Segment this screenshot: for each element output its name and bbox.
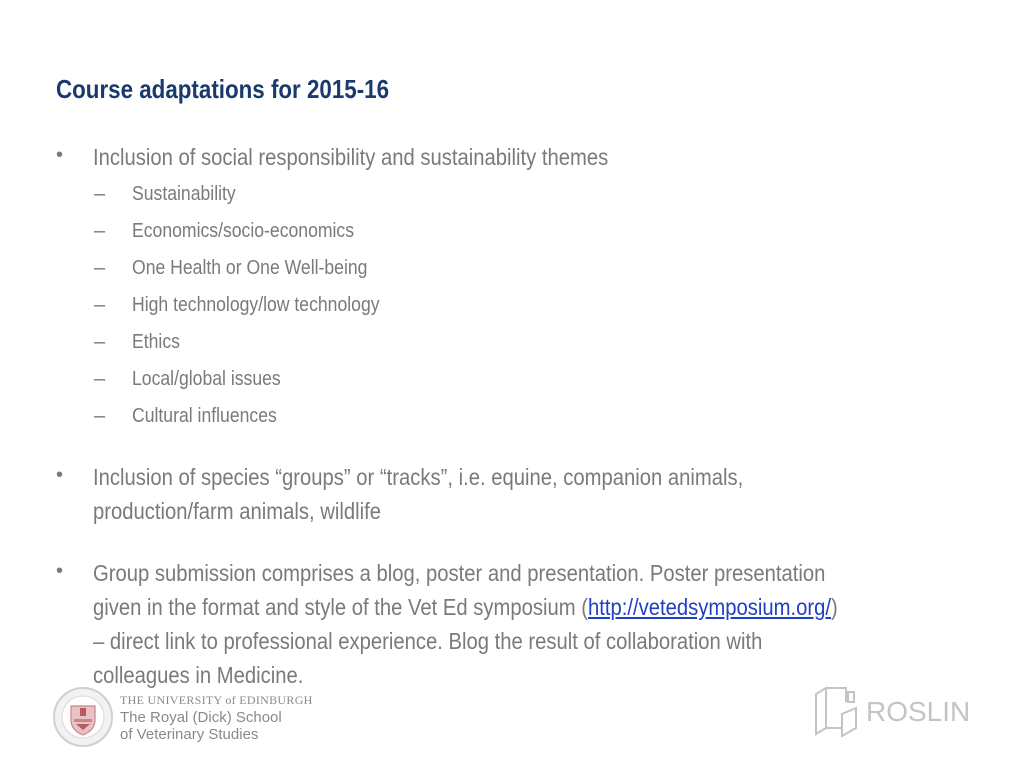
roslin-logo (812, 684, 970, 740)
bullet-group-submission (56, 556, 956, 692)
sub-item (56, 213, 956, 250)
dash-marker: – (94, 220, 106, 242)
slide-title: Course adaptations for 2015-16 (56, 74, 390, 104)
dash-marker: – (94, 405, 106, 427)
bullet-text (93, 556, 852, 692)
school-name-line1: The Royal (Dick) School (120, 708, 282, 726)
school-name-line2: of Veterinary Studies (120, 725, 259, 743)
bullet-species-groups (56, 460, 956, 528)
sub-item (56, 287, 956, 324)
dash-marker: – (94, 368, 106, 390)
sub-item (56, 250, 956, 287)
sub-item (56, 176, 956, 213)
bullet-line: – direct link to professional experience. Blog the result of collaboration with (93, 628, 763, 654)
bullet-social-responsibility (56, 140, 956, 435)
bullet-text (93, 460, 852, 528)
bullet-line: colleagues in Medicine. (93, 662, 304, 688)
sub-item-text: Cultural influences (132, 405, 277, 427)
dash-marker: – (94, 331, 106, 353)
university-crest-icon (52, 686, 114, 748)
vetedsymposium-link[interactable]: http://vetedsymposium.org/ (588, 594, 832, 620)
sub-item (56, 361, 956, 398)
bullet-line: Group submission comprises a blog, poster and presentation. Poster presentation (93, 560, 826, 586)
bullet-text: Inclusion of social responsibility and sustainability themes (93, 144, 609, 170)
dash-marker: – (94, 183, 106, 205)
roslin-mark-icon (812, 684, 864, 740)
sub-item-text: One Health or One Well-being (132, 257, 368, 279)
university-name-block (120, 692, 313, 743)
bullet-line: production/farm animals, wildlife (93, 498, 381, 524)
bullet-line-part: ) (831, 594, 838, 620)
sub-item (56, 324, 956, 361)
sub-item-text: High technology/low technology (132, 294, 380, 316)
sub-item-text: Local/global issues (132, 368, 281, 390)
sub-item-text: Sustainability (132, 183, 236, 205)
sub-list-themes (56, 176, 956, 435)
bullet-line: Inclusion of species “groups” or “tracks”, i.e. equine, companion animals, (93, 464, 744, 490)
bullet-point: • (56, 144, 64, 166)
sub-item (56, 398, 956, 435)
bullet-line-part: given in the format and style of the Vet Ed symposium ( (93, 594, 589, 620)
bullet-point: • (56, 464, 64, 486)
sub-item-text: Ethics (132, 331, 180, 353)
university-logo (52, 686, 313, 748)
bullet-point: • (56, 560, 64, 582)
dash-marker: – (94, 257, 106, 279)
sub-item-text: Economics/socio-economics (132, 220, 355, 242)
university-name: THE UNIVERSITY of EDINBURGH (120, 692, 313, 707)
bullet-line (93, 590, 852, 624)
dash-marker: – (94, 294, 106, 316)
roslin-wordmark: ROSLIN (866, 696, 971, 727)
